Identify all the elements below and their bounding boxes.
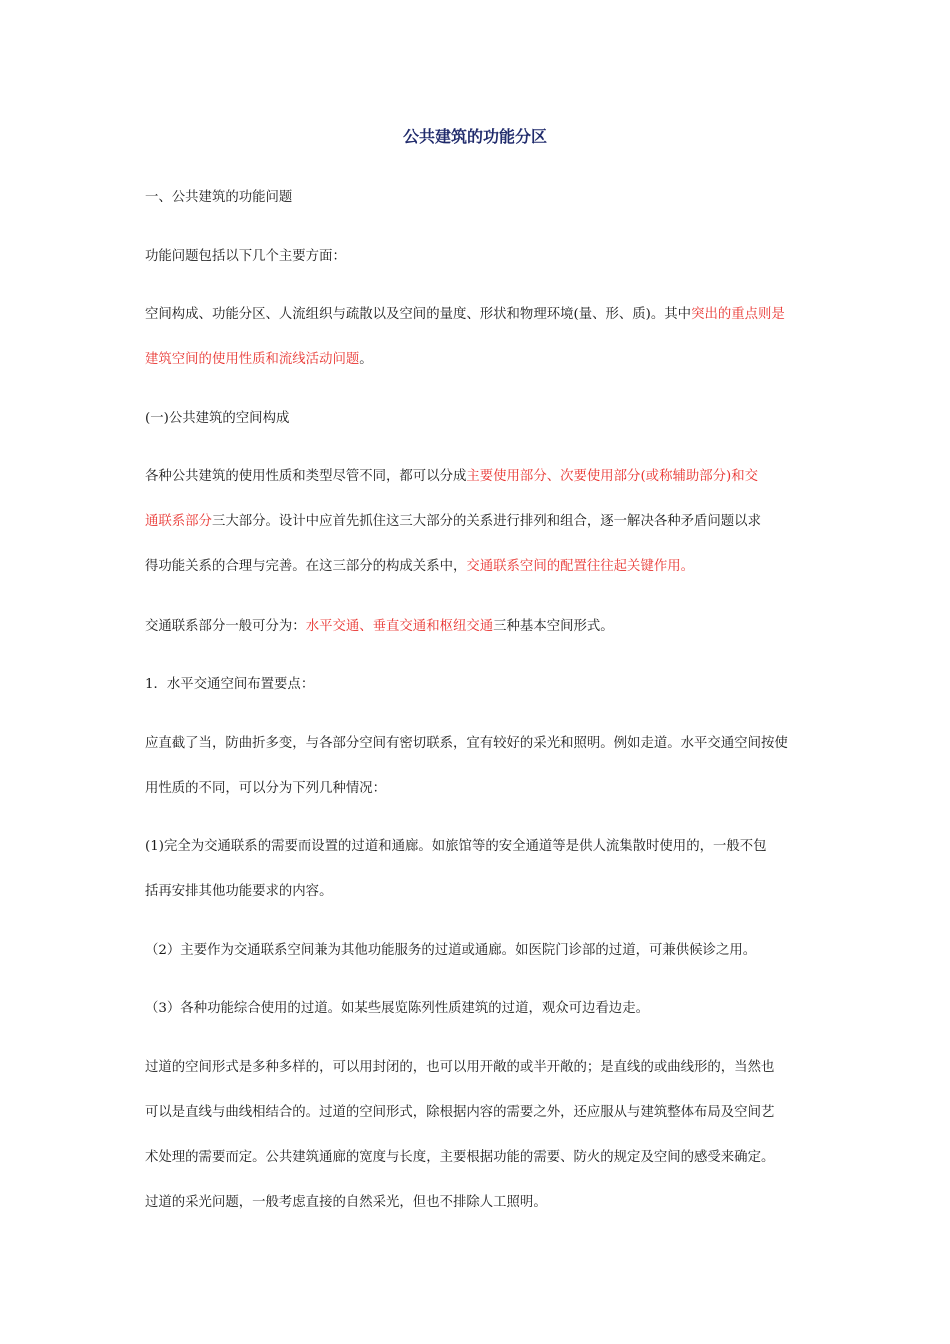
list-item-2 — [145, 928, 810, 973]
section-heading — [145, 175, 810, 220]
list-item-3-text: （3）各种功能综合使用的过道。如某些展览陈列性质建筑的过道，观众可边看边走。 — [145, 1001, 649, 1016]
paragraph-horizontal-line-2: 用性质的不同，可以分为下列几种情况： — [145, 781, 387, 796]
section-heading-text: 一、公共建筑的功能问题 — [145, 190, 293, 205]
list-item-3 — [145, 986, 810, 1031]
paragraph-corridor-line-1: 过道的空间形式是多种多样的，可以用封闭的，也可以用开敞的或半开敞的；是直线的或曲线形的，当然也 — [145, 1060, 775, 1075]
paragraph-horizontal — [145, 721, 810, 811]
paragraph-traffic-types-text: 三种基本空间形式。 — [493, 619, 614, 634]
emphasis-text: 水平交通、垂直交通和枢纽交通 — [305, 619, 494, 634]
emphasis-text: 交通联系空间的配置往往起关键作用。 — [466, 559, 695, 574]
subsection-heading — [145, 396, 810, 441]
paragraph-corridor-line-4: 过道的采光问题，一般考虑直接的自然采光，但也不排除人工照明。 — [145, 1195, 547, 1210]
paragraph-aspects-text: 空间构成、功能分区、人流组织与疏散以及空间的量度、形状和物理环境(量、形、质)。其中 — [145, 307, 692, 322]
paragraph-aspects-line-1 — [145, 292, 810, 337]
paragraph-composition-line-3 — [145, 544, 810, 589]
paragraph-composition-text: 三大部分。设计中应首先抓住这三大部分的关系进行排列和组合，逐一解决各种矛盾问题以求 — [211, 514, 761, 529]
emphasis-text: 通联系部分 — [145, 514, 212, 529]
paragraph-composition-line-2 — [145, 499, 810, 544]
paragraph-composition-text: 各种公共建筑的使用性质和类型尽管不同，都可以分成 — [145, 469, 467, 484]
paragraph-corridor-line-3: 术处理的需要而定。公共建筑通廊的宽度与长度，主要根据功能的需要、防火的规定及空间的感受来确定。 — [145, 1150, 775, 1165]
emphasis-text: 主要使用部分、次要使用部分(或称辅助部分)和交 — [466, 469, 759, 484]
paragraph-traffic-types-line — [145, 604, 810, 649]
paragraph-intro-text: 功能问题包括以下几个主要方面： — [145, 249, 346, 264]
paragraph-composition-text: 得功能关系的合理与完善。在这三部分的构成关系中， — [145, 559, 467, 574]
paragraph-intro — [145, 234, 810, 279]
paragraph-traffic-types — [145, 604, 810, 649]
paragraph-aspects-line-2 — [145, 337, 810, 382]
paragraph-aspects — [145, 292, 810, 382]
numbered-heading — [145, 662, 810, 707]
emphasis-text: 突出的重点则是 — [691, 307, 785, 322]
paragraph-corridor-line-2: 可以是直线与曲线相结合的。过道的空间形式，除根据内容的需要之外，还应服从与建筑整体布局及空间艺 — [145, 1105, 775, 1120]
subsection-heading-text: (一)公共建筑的空间构成 — [145, 411, 290, 426]
list-item-1-line-1: (1)完全为交通联系的需要而设置的过道和通廊。如旅馆等的安全通道等是供人流集散时使用的，一般不包 — [145, 839, 767, 854]
paragraph-traffic-types-text: 交通联系部分一般可分为： — [145, 619, 306, 634]
list-item-2-text: （2）主要作为交通联系空间兼为其他功能服务的过道或通廊。如医院门诊部的过道，可兼供候诊之用。 — [145, 943, 757, 958]
list-item-1-line-2: 括再安排其他功能要求的内容。 — [145, 884, 333, 899]
list-item-1 — [145, 824, 810, 914]
paragraph-composition — [145, 454, 810, 589]
document-title: 公共建筑的功能分区 — [402, 127, 547, 146]
paragraph-aspects-text: 。 — [359, 352, 373, 367]
numbered-heading-text: 1．水平交通空间布置要点： — [145, 677, 315, 692]
emphasis-text: 建筑空间的使用性质和流线活动问题 — [145, 352, 360, 367]
paragraph-composition-line-1 — [145, 454, 810, 499]
paragraph-corridor-form — [145, 1045, 810, 1225]
paragraph-horizontal-line-1: 应直截了当，防曲折多变，与各部分空间有密切联系，宜有较好的采光和照明。例如走道。水平交通空间按使 — [145, 736, 788, 751]
